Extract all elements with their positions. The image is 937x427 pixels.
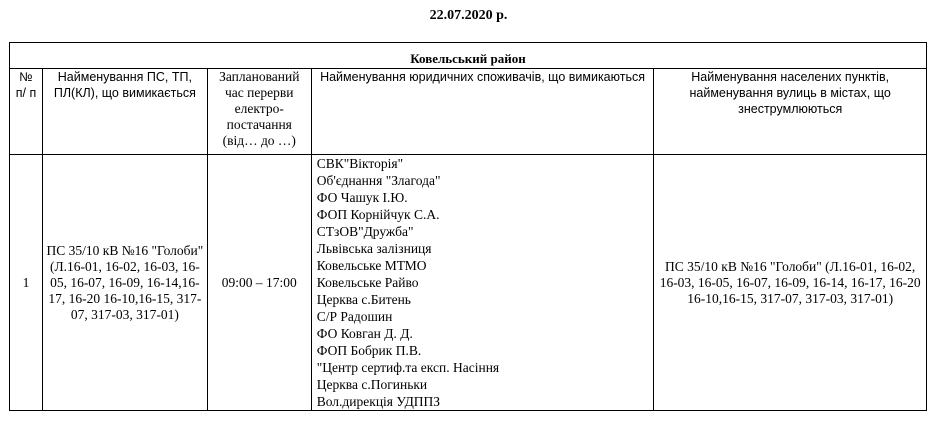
header-number: № п/ п	[10, 69, 43, 155]
row-settlements: ПС 35/10 кВ №16 "Голоби" (Л.16-01, 16-02, 16-03, 16-05, 16-07, 16-09, 16-14, 16-17, 16-20 16-10,16-15, 317-07, 317-03, 317-01)	[654, 155, 927, 411]
table-header-row	[10, 69, 927, 155]
table-title-row	[10, 43, 927, 69]
header-settlements: Найменування населених пунктів, найменування вулиць в містах, що знеструмлюються	[654, 69, 927, 155]
consumer-item: Ковельське МТМО	[316, 258, 427, 273]
consumer-item: СВК"Вікторія"	[316, 156, 404, 171]
outage-table	[9, 42, 927, 411]
district-title: Ковельський район	[10, 43, 927, 69]
consumer-item: Вол.дирекція УДППЗ	[316, 394, 441, 409]
row-number: 1	[10, 155, 43, 411]
consumer-item: ФО Ковган Д. Д.	[316, 326, 413, 341]
consumer-item: С/Р Радошин	[316, 309, 393, 324]
consumer-item: ФОП Корнійчук С.А.	[316, 207, 440, 222]
consumer-item: Ковельське Райво	[316, 275, 419, 290]
header-time: Запланований час перерви електро- постачання (від… до …)	[207, 69, 311, 155]
consumer-item: ФОП Бобрик П.В.	[316, 343, 422, 358]
row-substation: ПС 35/10 кВ №16 "Голоби" (Л.16-01, 16-02, 16-03, 16-05, 16-07, 16-09, 16-14,16-17, 16-20 16-10,16-15, 317-07, 317-03, 317-01)	[42, 155, 207, 411]
header-consumers: Найменування юридичних споживачів, що вимикаються	[311, 69, 654, 155]
row-consumers	[311, 155, 654, 411]
consumer-item: СТзОВ"Дружба"	[316, 224, 414, 239]
header-substation: Найменування ПС, ТП, ПЛ(КЛ), що вимикається	[42, 69, 207, 155]
row-time: 09:00 – 17:00	[207, 155, 311, 411]
consumer-item: Львівська залізниця	[316, 241, 432, 256]
consumer-item: "Центр сертиф.та експ. Насіння	[316, 360, 500, 375]
consumer-item: Церква с.Битень	[316, 292, 411, 307]
table-row	[10, 155, 927, 411]
consumer-item: Об'єднання "Злагода"	[316, 173, 441, 188]
consumer-item: Церква с.Погиньки	[316, 377, 428, 392]
consumer-item: ФО Чашук І.Ю.	[316, 190, 408, 205]
document-date: 22.07.2020 р.	[429, 8, 508, 23]
